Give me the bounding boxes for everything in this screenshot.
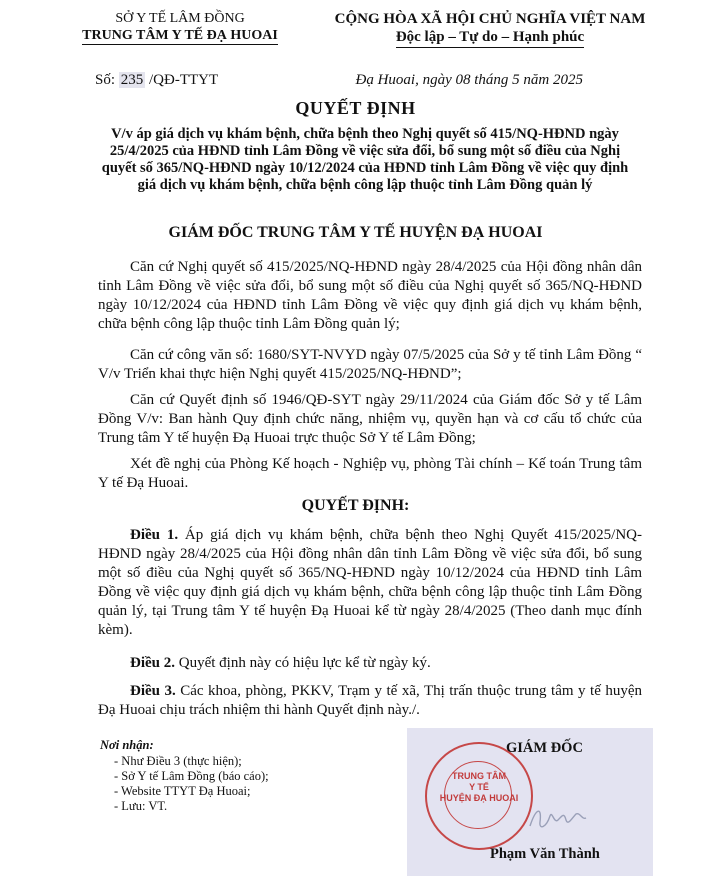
recipient-item: - Như Điều 3 (thực hiện);	[114, 754, 242, 768]
document-number-value: 235	[120, 72, 144, 88]
recipients-heading: Nơi nhận:	[100, 738, 154, 752]
issuing-authority: GIÁM ĐỐC TRUNG TÂM Y TẾ HUYỆN ĐẠ HUOAI	[168, 224, 543, 241]
place-and-date: Đạ Huoai, ngày 08 tháng 5 năm 2025	[355, 72, 583, 88]
article-1	[98, 526, 642, 640]
parent-agency: SỞ Y TẾ LÂM ĐỒNG	[115, 11, 245, 26]
preamble-paragraph	[98, 455, 642, 493]
document-number	[95, 72, 218, 89]
preamble-text: Căn cứ công văn số: 1680/SYT-NVYD ngày 07/5/2025 của Sở y tế tỉnh Lâm Đồng “ V/v Triển khai thực hiện Nghị quyết 415/2025/NQ-HĐND”;	[98, 347, 642, 382]
preamble-paragraph	[98, 391, 642, 448]
signer-name: Phạm Văn Thành	[490, 846, 600, 862]
preamble-text: Căn cứ Nghị quyết số 415/2025/NQ-HĐND ngày 28/4/2025 của Hội đồng nhân dân tỉnh Lâm Đồng về việc sửa đổi, bổ sung một số điều của Nghị quyết số 365/NQ-HĐND ngày 10/12/2024 của HĐND tỉnh Lâm Đồng về việc quy định giá dịch vụ khám bệnh, chữa bệnh công lập thuộc tỉnh Lâm Đồng quản lý;	[98, 259, 642, 332]
article-text: Các khoa, phòng, PKKV, Trạm y tế xã, Thị trấn thuộc trung tâm y tế huyện Đạ Huoai chịu trách nhiệm thi hành Quyết định này./.	[98, 683, 642, 718]
article-label: Điều 2.	[130, 655, 175, 671]
recipients-list	[100, 754, 269, 814]
issuer-header	[60, 10, 300, 45]
national-title: CỘNG HÒA XÃ HỘI CHỦ NGHĨA VIỆT NAM	[334, 11, 646, 27]
article-label: Điều 1.	[130, 527, 179, 543]
preamble-text: Căn cứ Quyết định số 1946/QĐ-SYT ngày 29/11/2024 của Giám đốc Sở y tế Lâm Đồng V/v: Ban hành Quy định chức năng, nhiệm vụ, quyền hạn và cơ cấu tổ chức của Trung tâm Y tế huyện Đạ Huoai trực thuộc Sở Y tế Lâm Đồng;	[98, 392, 642, 446]
article-3	[98, 682, 642, 720]
preamble-paragraph	[98, 258, 642, 334]
signer-title: GIÁM ĐỐC	[506, 740, 583, 756]
article-2	[98, 654, 642, 673]
national-header	[300, 10, 680, 48]
decision-heading: QUYẾT ĐỊNH:	[301, 497, 410, 514]
article-text: Áp giá dịch vụ khám bệnh, chữa bệnh theo Nghị Quyết 415/2025/NQ-HĐND ngày 28/4/2025 của Hội đồng nhân dân tỉnh Lâm Đồng về việc sửa đổi, bổ sung một số điều của Nghị quyết số 365/NQ-HĐND ngày 10/12/2024 của HĐND tỉnh Lâm Đồng về việc quy định giá dịch vụ khám bệnh, chữa bệnh công lập thuộc tỉnh Lâm Đồng quản lý, tại Trung tâm Y tế huyện Đạ Huoai kể từ ngày 28/4/2025 (Theo danh mục đính kèm).	[98, 527, 643, 638]
recipient-item: - Lưu: VT.	[114, 799, 168, 813]
recipient-item: - Website TTYT Đạ Huoai;	[114, 784, 251, 798]
document-number-suffix: /QĐ-TTYT	[145, 72, 219, 88]
seal-text: TRUNG TÂM Y TẾ HUYỆN ĐẠ HUOAI	[439, 771, 519, 803]
handwritten-signature	[528, 798, 588, 838]
document-number-prefix: Số:	[95, 72, 119, 88]
article-text: Quyết định này có hiệu lực kể từ ngày ký.	[175, 655, 431, 671]
preamble-paragraph	[98, 346, 642, 384]
recipients-block	[100, 738, 269, 814]
article-label: Điều 3.	[130, 683, 176, 699]
national-motto: Độc lập – Tự do – Hạnh phúc	[396, 28, 584, 48]
document-title: QUYẾT ĐỊNH	[295, 98, 416, 118]
preamble-text: Xét đề nghị của Phòng Kế hoạch - Nghiệp vụ, phòng Tài chính – Kế toán Trung tâm Y tế Đạ Huoai.	[98, 456, 642, 491]
document-subject: V/v áp giá dịch vụ khám bệnh, chữa bệnh theo Nghị quyết số 415/NQ-HĐND ngày 25/4/2025 của HĐND tỉnh Lâm Đồng về việc sửa đổi, bổ sung một số điều của Nghị quyết số 365/NQ-HĐND ngày 10/12/2024 của HĐND tỉnh Lâm Đồng về việc quy định giá dịch vụ khám bệnh, chữa bệnh công lập thuộc tỉnh Lâm Đồng quản lý	[101, 126, 629, 193]
recipient-item: - Sở Y tế Lâm Đồng (báo cáo);	[114, 769, 269, 783]
issuing-agency: TRUNG TÂM Y TẾ ĐẠ HUOAI	[82, 28, 278, 43]
official-seal	[425, 742, 533, 850]
